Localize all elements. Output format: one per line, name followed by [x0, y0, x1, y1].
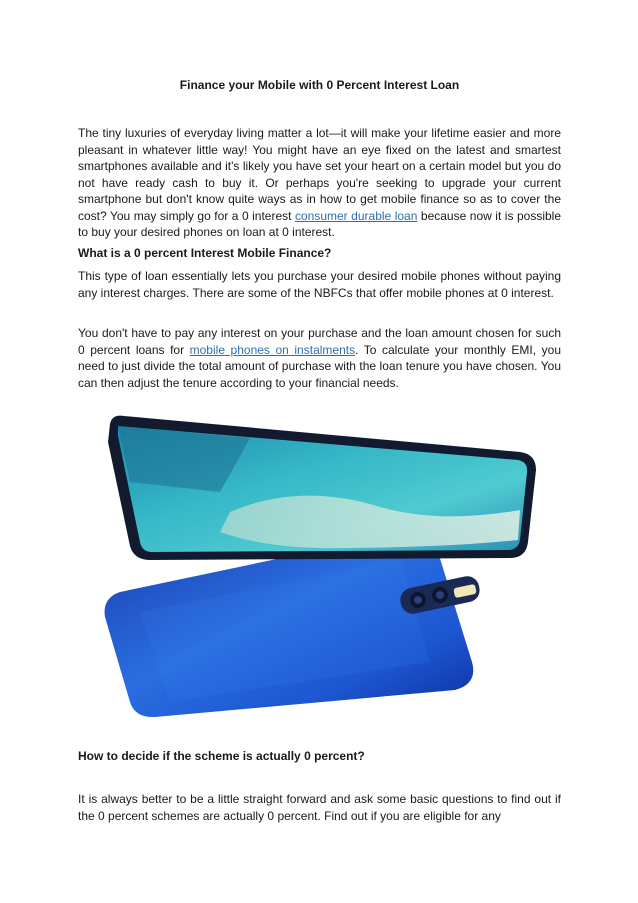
intro-text-2: because now it is possible to buy your desired phones on loan at 0 interest.: [78, 208, 562, 239]
smartphone-image: [100, 412, 540, 718]
heading-how-to-decide: How to decide if the scheme is actually 0 percent?: [78, 749, 365, 763]
decide-paragraph: It is always better to be a little straight forward and ask some basic questions to find out if the 0 percent schemes are actually 0 percent. Find out if you are eligible for any: [78, 792, 561, 823]
smartphone-illustration: [100, 412, 540, 718]
intro-paragraph: [78, 125, 561, 241]
emi-text-2: . To calculate your monthly EMI, you need to just divide the total amount of purchase with the loan tenure you have chosen. You can then adjust the tenure according to your financial needs.: [78, 342, 561, 390]
document-title: Finance your Mobile with 0 Percent Interest Loan: [179, 78, 460, 92]
consumer-durable-loan-link[interactable]: consumer durable loan: [294, 208, 418, 223]
mobile-instalments-link[interactable]: mobile phones on instalments: [189, 342, 356, 357]
emi-paragraph: [78, 325, 561, 391]
intro-text-1: The tiny luxuries of everyday living matter a lot—it will make your lifetime easier and more pleasant in whatever little way! You might have an eye fixed on the latest and smartest smartphones available and it's likely you have set your heart on a certain model but you do not have ready cash to buy it. Or perhaps you're seeking to upgrade your current smartphone but don't know quite ways as in how to get mobile finance so as to cover the cost? You may simply go for a 0 interest: [78, 126, 561, 223]
emi-text-1: You don't have to pay any interest on your purchase and the loan amount chosen for such 0 percent loans for: [78, 326, 561, 357]
heading-what-is: What is a 0 percent Interest Mobile Finance?: [78, 246, 332, 260]
definition-paragraph: This type of loan essentially lets you purchase your desired mobile phones without paying any interest charges. There are some of the NBFCs that offer mobile phones at 0 interest.: [78, 269, 561, 300]
